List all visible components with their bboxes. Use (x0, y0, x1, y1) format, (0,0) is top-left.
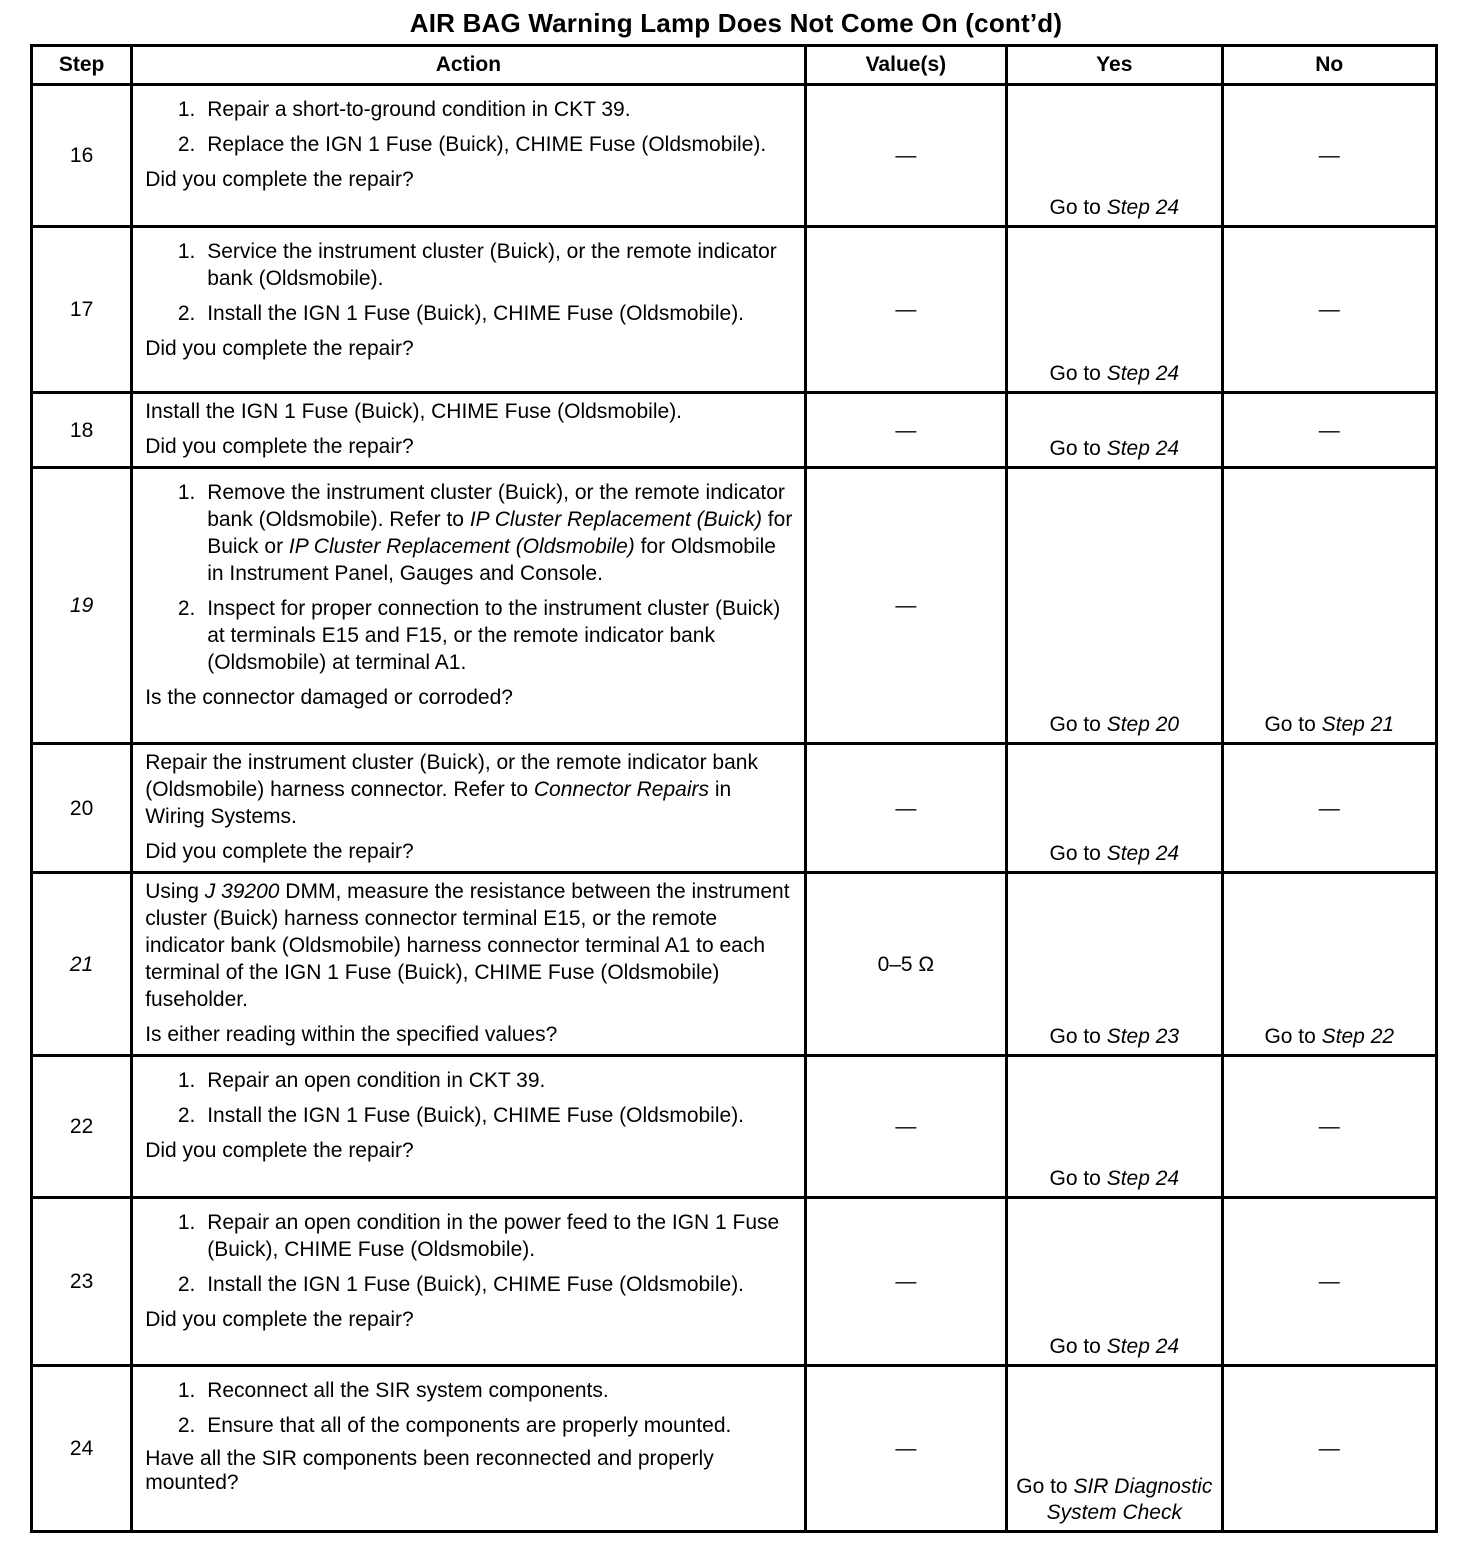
yes-cell (1007, 1366, 1222, 1532)
yes-step-link[interactable]: Step 23 (1106, 1025, 1180, 1048)
value-cell: — (805, 468, 1006, 744)
action-cell (132, 1056, 805, 1198)
yes-cell (1007, 468, 1222, 744)
step-number: 20 (32, 744, 132, 873)
step-number: 21 (32, 873, 132, 1056)
action-cell (132, 227, 805, 393)
yes-step-link[interactable]: Step 24 (1106, 196, 1180, 219)
value-cell: — (805, 744, 1006, 873)
value-cell: — (805, 1198, 1006, 1366)
action-question: Did you complete the repair? (145, 1139, 414, 1162)
yes-step-link[interactable]: Step 24 (1106, 362, 1180, 385)
action-item: 1. Service the instrument cluster (Buick), or the remote indicator bank (Oldsmobile). (201, 238, 795, 292)
action-item: 2. Install the IGN 1 Fuse (Buick), CHIME Fuse (Oldsmobile). (201, 1102, 795, 1129)
yes-cell (1007, 227, 1222, 393)
yes-cell (1007, 393, 1222, 468)
text-run: Repair the instrument cluster (Buick), or the remote indicator bank (Oldsmobile) harness connector. Refer to (145, 751, 758, 801)
action-question: Is either reading within the specified values? (145, 1023, 558, 1046)
action-list (145, 238, 795, 327)
action-cell (132, 1198, 805, 1366)
action-question: Have all the SIR components been reconnected and properly mounted? (145, 1447, 714, 1494)
action-question: Did you complete the repair? (145, 337, 414, 360)
yes-prefix: Go to (1049, 1167, 1107, 1190)
no-cell: — (1222, 85, 1436, 227)
text-run: for Oldsmobile in Instrument Panel, Gauges and Console. (207, 535, 776, 585)
action-cell (132, 873, 805, 1056)
no-cell (1222, 468, 1436, 744)
action-list (145, 1209, 795, 1298)
table-row (32, 744, 1437, 873)
no-cell (1222, 873, 1436, 1056)
action-item: 2. Ensure that all of the components are properly mounted. (201, 1412, 795, 1439)
text-run: DMM, measure the resistance between the instrument cluster (Buick) harness connector terminal E15, or the remote indicator bank (Oldsmobile) harness connector terminal A1 to each terminal of the IGN 1 Fuse (Buick), CHIME Fuse (Oldsmobile) fuseholder. (145, 880, 790, 1011)
header-no: No (1222, 46, 1436, 85)
step-number: 23 (32, 1198, 132, 1366)
tool-j39200: J 39200 (204, 880, 280, 903)
action-cell (132, 85, 805, 227)
action-question: Did you complete the repair? (145, 840, 414, 863)
ref-ip-cluster-buick[interactable]: IP Cluster Replacement (Buick) (469, 508, 762, 531)
action-cell (132, 1366, 805, 1532)
ref-connector-repairs[interactable]: Connector Repairs (533, 778, 709, 801)
action-question: Did you complete the repair? (145, 435, 414, 458)
action-cell (132, 468, 805, 744)
no-cell: — (1222, 744, 1436, 873)
step-number: 18 (32, 393, 132, 468)
value-cell: — (805, 1366, 1006, 1532)
yes-prefix: Go to (1049, 1025, 1107, 1048)
value-cell: 0–5 Ω (805, 873, 1006, 1056)
step-number: 17 (32, 227, 132, 393)
header-row (32, 46, 1437, 85)
yes-cell (1007, 1198, 1222, 1366)
action-question: Did you complete the repair? (145, 168, 414, 191)
yes-prefix: Go to (1049, 842, 1107, 865)
table-row (32, 85, 1437, 227)
header-yes: Yes (1007, 46, 1222, 85)
action-item: 2. Install the IGN 1 Fuse (Buick), CHIME Fuse (Oldsmobile). (201, 300, 795, 327)
header-action: Action (132, 46, 805, 85)
step-number: 22 (32, 1056, 132, 1198)
action-item: 2. Inspect for proper connection to the instrument cluster (Buick) at terminals E15 and F15, or the remote indicator bank (Oldsmobile) at terminal A1. (201, 595, 795, 676)
step-number: 16 (32, 85, 132, 227)
no-cell: — (1222, 1198, 1436, 1366)
yes-prefix: Go to (1049, 713, 1107, 736)
action-item: 1. Reconnect all the SIR system components. (201, 1377, 795, 1404)
value-cell: — (805, 1056, 1006, 1198)
yes-prefix: Go to (1049, 362, 1107, 385)
table-row (32, 873, 1437, 1056)
yes-prefix: Go to (1049, 1335, 1107, 1358)
no-step-link[interactable]: Step 21 (1321, 713, 1395, 736)
yes-cell (1007, 1056, 1222, 1198)
action-question: Did you complete the repair? (145, 1308, 414, 1331)
yes-cell (1007, 85, 1222, 227)
table-row (32, 1366, 1437, 1532)
table-row (32, 393, 1437, 468)
header-values: Value(s) (805, 46, 1006, 85)
yes-cell (1007, 744, 1222, 873)
action-item: 1. Repair an open condition in CKT 39. (201, 1067, 795, 1094)
table-row (32, 1198, 1437, 1366)
yes-step-link[interactable]: Step 24 (1106, 1167, 1180, 1190)
yes-prefix: Go to (1049, 437, 1107, 460)
table-row (32, 468, 1437, 744)
no-step-link[interactable]: Step 22 (1321, 1025, 1395, 1048)
no-cell: — (1222, 227, 1436, 393)
step-number: 24 (32, 1366, 132, 1532)
yes-step-link[interactable]: Step 24 (1106, 437, 1180, 460)
action-question: Is the connector damaged or corroded? (145, 686, 513, 709)
table-row (32, 227, 1437, 393)
action-cell (132, 744, 805, 873)
text-run: in Wiring Systems. (145, 778, 732, 828)
action-list (145, 96, 795, 158)
action-list (145, 1067, 795, 1129)
step-number: 19 (32, 468, 132, 744)
yes-prefix: Go to (1016, 1475, 1074, 1498)
text-run: Remove the instrument cluster (Buick), or the remote indicator bank (Oldsmobile). Refer to (207, 481, 785, 531)
no-cell: — (1222, 393, 1436, 468)
value-cell: — (805, 393, 1006, 468)
no-cell: — (1222, 1056, 1436, 1198)
action-item: 2. Replace the IGN 1 Fuse (Buick), CHIME Fuse (Oldsmobile). (201, 131, 795, 158)
yes-step-link[interactable]: Step 20 (1106, 713, 1180, 736)
header-step: Step (32, 46, 132, 85)
action-instruction (145, 878, 795, 1013)
value-cell: — (805, 227, 1006, 393)
action-item (201, 479, 795, 587)
action-item: 1. Repair a short-to-ground condition in CKT 39. (201, 96, 795, 123)
no-cell: — (1222, 1366, 1436, 1532)
no-prefix: Go to (1264, 1025, 1322, 1048)
action-item: 1. Repair an open condition in the power feed to the IGN 1 Fuse (Buick), CHIME Fuse (Oldsmobile). (201, 1209, 795, 1263)
yes-step-link[interactable]: Step 24 (1106, 1335, 1180, 1358)
page-title: AIR BAG Warning Lamp Does Not Come On (cont’d) (409, 8, 1063, 38)
value-cell: — (805, 85, 1006, 227)
yes-sir-check-link[interactable]: SIR Diagnostic System Check (1046, 1475, 1213, 1524)
action-item: 2. Install the IGN 1 Fuse (Buick), CHIME Fuse (Oldsmobile). (201, 1271, 795, 1298)
text-run: Using (145, 880, 205, 903)
action-instruction (145, 749, 795, 830)
action-list (145, 479, 795, 676)
table-row (32, 1056, 1437, 1198)
diagnostic-table (30, 44, 1438, 1533)
text-run: for Buick or (207, 508, 793, 558)
action-instruction: Install the IGN 1 Fuse (Buick), CHIME Fuse (Oldsmobile). (145, 400, 683, 423)
yes-cell (1007, 873, 1222, 1056)
no-prefix: Go to (1264, 713, 1322, 736)
ref-ip-cluster-oldsmobile[interactable]: IP Cluster Replacement (Oldsmobile) (288, 535, 635, 558)
action-cell (132, 393, 805, 468)
yes-step-link[interactable]: Step 24 (1106, 842, 1180, 865)
yes-prefix: Go to (1049, 196, 1107, 219)
action-list (145, 1377, 795, 1439)
